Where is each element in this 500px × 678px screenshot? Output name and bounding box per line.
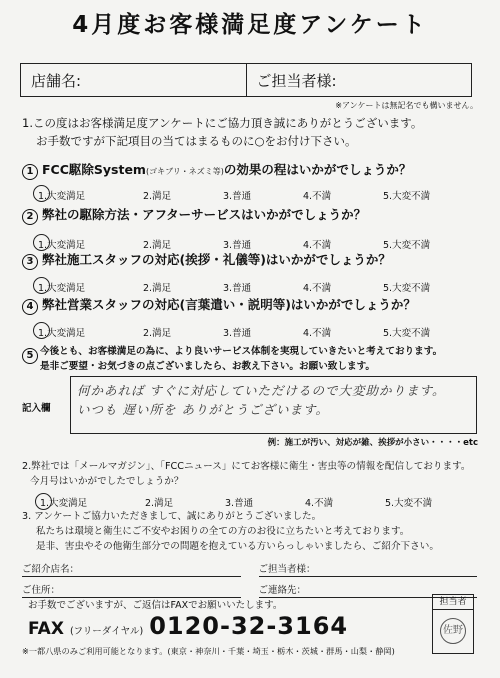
question-1-number: 1 [22,164,38,180]
newsletter-option-5[interactable]: 5.大変不満 [385,498,433,509]
q2-option-2[interactable]: 2.満足 [143,240,172,251]
comment-label: 記入欄 [22,403,51,414]
question-2 [22,205,482,251]
handwritten-comment-line1: 何かあれば すぐに対応していただけるので大変助かります。 [77,383,446,398]
q3-option-1-selected[interactable]: 1.大変満足 [38,280,143,294]
tantou-label: 担当者 [433,595,473,610]
hanko-stamp: 佐野 [440,618,466,644]
question-3-options [38,280,482,294]
question-4-number: 4 [22,299,38,315]
referral-request [22,509,477,554]
question-1-title-b: の効果の程はいかがでしょうか？ [223,162,412,177]
question-2-number: 2 [22,209,38,225]
handwritten-comment-line2: いつも 遅い所を ありがとうございます。 [77,402,329,417]
survey-title: 4月度お客様満足度アンケート [72,12,428,38]
newsletter-option-3[interactable]: 3.普通 [225,498,254,509]
store-name-label: 店舗名: [31,71,82,90]
fax-number[interactable]: 0120-32-3164 [149,612,349,640]
question-4 [22,295,482,339]
newsletter-question [22,459,477,511]
q4-option-5[interactable]: 5.大変不満 [383,328,431,339]
q3-option-3[interactable]: 3.普通 [223,283,252,294]
q1-intro [22,114,477,150]
referral-line1: 3. アンケートご協力いただきまして、誠にありがとうございました。 [22,511,322,522]
store-name-field[interactable] [21,64,246,96]
q1-option-2[interactable]: 2.満足 [143,191,172,202]
question-5-number: 5 [22,348,38,364]
tantou-box [432,594,474,654]
q1-option-1-selected[interactable]: 1.大変満足 [38,188,143,202]
newsletter-line2: 今月号はいかがでしたでしょうか？ [30,476,184,487]
q4-option-4[interactable]: 4.不満 [303,328,332,339]
referral-contact-label: ご連絡先： [258,585,307,596]
q2-option-1-selected[interactable]: 1.大変満足 [38,237,143,251]
referral-fields [22,561,477,598]
question-5-number-wrap [22,343,42,364]
newsletter-option-4[interactable]: 4.不満 [305,498,334,509]
fax-note: お手数でございますが、ご返信はFAXでお願いいたします。 [28,600,283,611]
question-1 [22,160,482,202]
q2-option-4[interactable]: 4.不満 [303,240,332,251]
example-note: 例：施工が汚い、対応が雑、挨拶が小さい・・・・etc [267,438,478,448]
referral-address-field[interactable] [22,582,241,598]
staff-name-field[interactable] [246,64,472,96]
newsletter-option-2[interactable]: 2.満足 [145,498,174,509]
q4-option-1-selected[interactable]: 1.大変満足 [38,325,143,339]
question-3 [22,250,482,294]
q4-option-3[interactable]: 3.普通 [223,328,252,339]
question-3-number: 3 [22,254,38,270]
question-4-options [38,325,482,339]
referral-company-label: ご紹介店名： [22,564,80,575]
referral-line2: 私たちは環境と衛生にご不安やお困りの全ての方のお役に立ちたいと考えております。 [36,526,410,537]
service-area-note: ※一都八県のみご利用可能となります。(東京・神奈川・千葉・埼玉・栃木・茨城・群馬・山梨・静岡) [22,646,395,656]
question-5-line2: 是非ご要望・お気づきの点ございましたら、お教え下さい。お願い致します。 [40,361,376,372]
question-4-title [22,295,482,315]
referral-person-label: ご担当者様： [258,564,316,575]
question-1-title-a: FCC駆除System [42,162,146,177]
question-1-title-small: (ゴキブリ・ネズミ等) [145,167,224,176]
referral-line3: 是非、害虫やその他衛生部分での問題を抱えている方いらっしゃいましたら、ご紹介下さい。 [36,541,439,552]
q3-option-2[interactable]: 2.満足 [143,283,172,294]
question-2-options [38,237,482,251]
referral-person-field[interactable] [259,561,478,577]
q2-option-3[interactable]: 3.普通 [223,240,252,251]
header-fields [20,63,472,97]
question-3-title [22,250,482,270]
referral-row-1 [22,561,477,577]
question-4-title-a: 弊社営業スタッフの対応(言葉遣い・説明等)はいかがでしょうか？ [42,297,416,312]
fax-label: FAX [28,619,64,639]
newsletter-option-1-selected[interactable]: 1.大変満足 [40,496,145,511]
q1-option-4[interactable]: 4.不満 [303,191,332,202]
q2-option-5[interactable]: 5.大変不満 [383,240,431,251]
staff-name-label: ご担当者様: [256,71,337,90]
q1-intro-line1: 1.この度はお客様満足度アンケートにご協力頂き誠にありがとうございます。 [22,116,423,130]
question-1-options [38,188,482,202]
q1-intro-line2: お手数ですが下記項目の当てはまるものに○をお付け下さい。 [36,134,357,148]
q3-option-5[interactable]: 5.大変不満 [383,283,431,294]
fax-sub: (フリーダイヤル) [69,626,144,637]
question-1-title [22,160,482,180]
q1-option-5[interactable]: 5.大変不満 [383,191,431,202]
referral-company-field[interactable] [22,561,241,577]
fax-line [28,612,348,640]
handwritten-comment [71,377,476,419]
q3-option-4[interactable]: 4.不満 [303,283,332,294]
q4-option-2[interactable]: 2.満足 [143,328,172,339]
q1-option-3[interactable]: 3.普通 [223,191,252,202]
question-2-title-a: 弊社の駆除方法・アフターサービスはいかがでしょうか？ [42,207,367,222]
anonymous-note: ※アンケートは無記名でも構いません。 [335,101,478,110]
comment-textarea[interactable] [70,376,477,434]
newsletter-line1: 2.弊社では「メールマガジン」、「FCCニュース」にてお客様に衛生・害虫等の情報を配信しております。 [22,461,471,472]
referral-address-label: ご住所： [22,585,61,596]
referral-row-2 [22,582,477,598]
question-3-title-a: 弊社施工スタッフの対応(挨拶・礼儀等)はいかがでしょうか？ [42,252,391,267]
question-5-text [40,344,480,374]
question-2-title [22,205,482,225]
question-5-line1: 今後とも、お客様満足の為に、より良いサービス体制を実現していきたいと考えております。 [40,346,443,357]
